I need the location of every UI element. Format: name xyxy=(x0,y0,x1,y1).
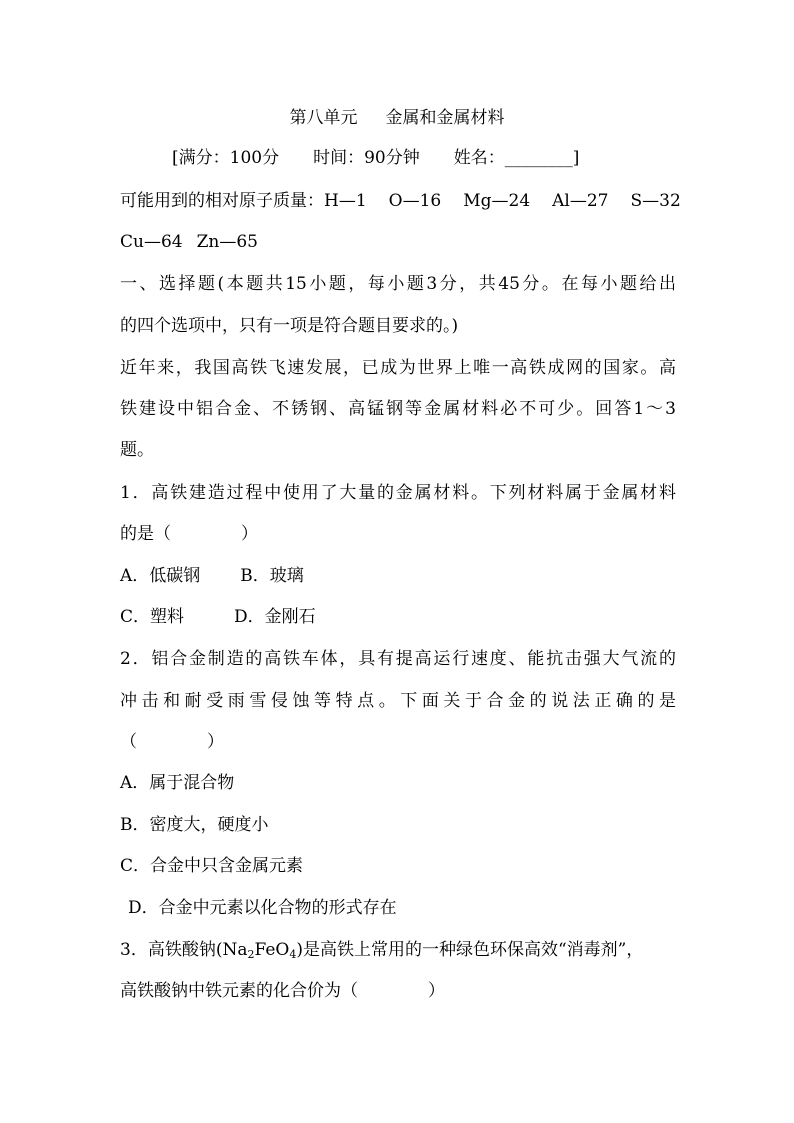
formula-subscript: 4 xyxy=(289,948,297,961)
question-2-option-c: C．合金中只含金属元素 xyxy=(120,856,304,876)
exam-info xyxy=(172,146,579,170)
title-topic: 金属和金属材料 xyxy=(385,108,505,128)
answer-paren-open: （ xyxy=(120,732,137,752)
answer-paren-open: 的是（ xyxy=(120,524,171,544)
question-3-text-end: )是高铁上常用的一种绿色环保高效“消毒剂”， xyxy=(296,940,644,960)
atomic-mass-item: Zn—65 xyxy=(196,232,258,252)
page-title xyxy=(0,106,794,130)
formula-part: FeO xyxy=(254,940,290,960)
formula-subscript: 2 xyxy=(247,948,255,961)
atomic-mass-item: H—1 xyxy=(324,191,367,211)
atomic-mass-intro: 可能用到的相对原子质量： xyxy=(120,191,324,211)
student-name-field: 姓名：________] xyxy=(453,148,580,168)
atomic-mass-item: Al—27 xyxy=(552,191,609,211)
question-2-option-d: D．合金中元素以化合物的形式存在 xyxy=(128,898,397,918)
question-3-line-2-text: 高铁酸钠中铁元素的化合价为（ xyxy=(120,981,358,1001)
question-2-stem-line-2: 冲击和耐受雨雪侵蚀等特点。下面关于合金的说法正确的是 xyxy=(120,691,676,711)
atomic-mass-item: O—16 xyxy=(388,191,442,211)
question-1-stem-line-1: 1．高铁建造过程中使用了大量的金属材料。下列材料属于金属材料 xyxy=(120,483,676,503)
question-2-option-b: B．密度大，硬度小 xyxy=(120,815,269,835)
atomic-mass-line-1 xyxy=(120,189,681,213)
answer-paren-close: ） xyxy=(241,524,258,544)
question-2-stem-line-3 xyxy=(120,730,676,754)
answer-paren-close: ） xyxy=(207,732,224,752)
question-1-options-row-1 xyxy=(120,564,676,588)
atomic-mass-item: S—32 xyxy=(630,191,681,211)
passage-line-1: 近年来，我国高铁飞速发展，已成为世界上唯一高铁成网的国家。高 xyxy=(120,358,676,378)
question-3-stem-line-1 xyxy=(120,938,676,967)
question-1-option-a: A．低碳钢 xyxy=(120,566,201,586)
section-heading-line-1: 一、选择题(本题共15小题，每小题3分，共45分。在每小题给出 xyxy=(120,274,676,294)
title-unit: 第八单元 xyxy=(289,108,358,128)
question-2-option-a: A．属于混合物 xyxy=(120,773,235,793)
question-1-option-b: B．玻璃 xyxy=(240,566,304,586)
passage-line-3: 题。 xyxy=(120,440,154,460)
question-1-stem-line-2 xyxy=(120,522,676,546)
question-1-option-c: C．塑料 xyxy=(120,607,185,627)
atomic-mass-item: Mg—24 xyxy=(463,191,531,211)
question-3-stem-line-2 xyxy=(120,979,676,1003)
atomic-mass-line-2 xyxy=(120,230,676,254)
section-heading-line-2: 的四个选项中，只有一项是符合题目要求的。) xyxy=(120,316,459,336)
question-1-options-row-2 xyxy=(120,605,676,629)
atomic-mass-item: Cu—64 xyxy=(120,232,183,252)
passage-line-2: 铁建设中铝合金、不锈钢、高锰钢等金属材料必不可少。回答1～3 xyxy=(120,399,676,419)
question-1-option-d: D．金刚石 xyxy=(234,607,316,627)
answer-paren-close: ） xyxy=(428,981,445,1001)
question-3-text-start: 3．高铁酸钠(Na xyxy=(120,940,248,960)
exam-time: 时间：90分钟 xyxy=(313,148,420,168)
question-2-stem-line-1: 2．铝合金制造的高铁车体，具有提高运行速度、能抗击强大气流的 xyxy=(120,649,676,669)
full-score: [满分：100分 xyxy=(172,148,280,168)
